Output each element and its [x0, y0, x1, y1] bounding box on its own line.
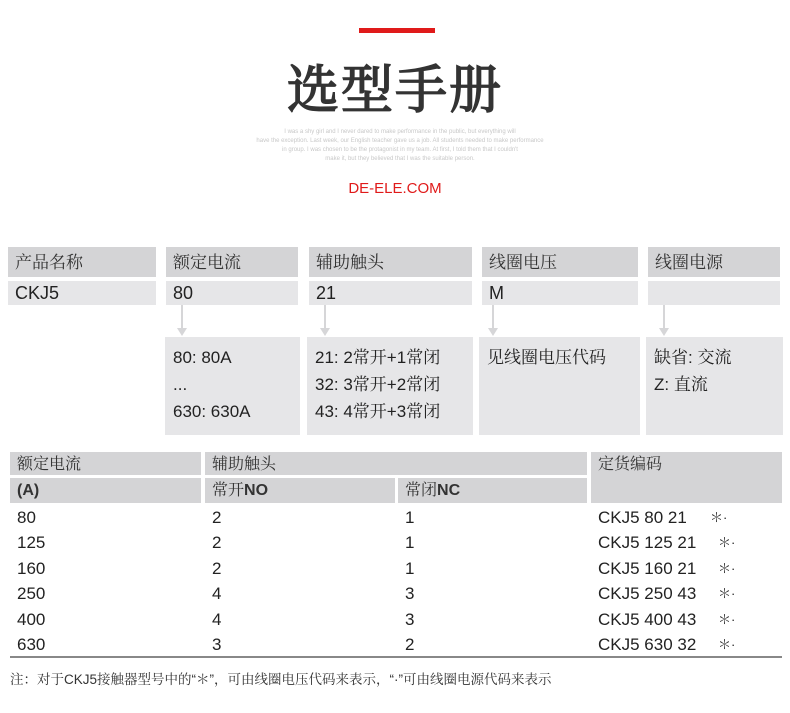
field-value-coil-source [648, 281, 780, 305]
detail-line: 21: 2常开+1常闭 [315, 348, 441, 367]
cell-code-suffix: ＊· [718, 561, 736, 576]
detail-line: Z: 直流 [654, 375, 708, 394]
filler-line: in group. I was chosen to be the protagonist in my team. At first, I told them that I couldn't [282, 147, 518, 153]
th-normally-open [205, 478, 395, 503]
th-rated-current: 额定电流 [10, 452, 201, 475]
table-row [10, 607, 782, 632]
cell-code-suffix: ＊· [710, 510, 728, 525]
cell-code: CKJ5 400 43 [598, 610, 697, 629]
cell-no: 2 [212, 508, 222, 527]
filler-line: I was a shy girl and I never dared to make performance in the public, but everything will [284, 129, 516, 135]
table-row [10, 530, 782, 555]
field-value-product: CKJ5 [8, 281, 156, 305]
cell-current: 630 [17, 635, 46, 654]
detail-box-coil-source [646, 337, 783, 435]
field-label-coil-source: 线圈电源 [648, 247, 780, 277]
cell-nc: 1 [405, 559, 415, 578]
detail-line: 80: 80A [173, 348, 232, 367]
detail-box-aux [307, 337, 473, 435]
field-value-coil-voltage: M [482, 281, 638, 305]
field-label-current: 额定电流 [166, 247, 298, 277]
field-value-current: 80 [166, 281, 298, 305]
accent-bar [359, 28, 435, 33]
cell-nc: 3 [405, 610, 415, 629]
cell-no: 2 [212, 559, 222, 578]
th-order-code: 定货编码 [591, 452, 782, 503]
field-value-aux: 21 [309, 281, 472, 305]
decorative-filler-text [200, 128, 600, 164]
detail-line: 见线圈电压代码 [487, 348, 606, 367]
no-prefix: 常开 [212, 482, 245, 499]
detail-line: 43: 4常开+3常闭 [315, 402, 441, 421]
cell-code-suffix: ＊· [718, 637, 736, 652]
detail-line: ... [173, 375, 188, 394]
cell-no: 2 [212, 533, 222, 552]
cell-current: 400 [17, 610, 46, 629]
arrow-head-icon [177, 328, 187, 336]
filler-line: have the exception. Last week, our English teacher gave us a job. All students needed to make performance [256, 138, 544, 144]
th-rated-current-unit [10, 478, 201, 503]
field-label-product: 产品名称 [8, 247, 156, 277]
filler-line: make it, but they believed that I was the suitable person. [325, 156, 475, 162]
nc-suffix: NC [437, 482, 461, 499]
site-name: DE-ELE.COM [348, 180, 442, 197]
detail-box-current [165, 337, 300, 435]
detail-line: 32: 3常开+2常闭 [315, 375, 441, 394]
cell-code: CKJ5 160 21 [598, 559, 697, 578]
no-suffix: NO [244, 482, 269, 499]
cell-nc: 2 [405, 635, 415, 654]
cell-code: CKJ5 250 43 [598, 584, 697, 603]
th-normally-closed [398, 478, 587, 503]
cell-current: 125 [17, 533, 46, 552]
th-aux-contacts: 辅助触头 [205, 452, 587, 475]
cell-code: CKJ5 80 21 [598, 508, 687, 527]
arrow-head-icon [488, 328, 498, 336]
detail-box-coil-voltage [479, 337, 640, 435]
detail-line: 缺省: 交流 [654, 348, 732, 367]
nc-prefix: 常闭 [405, 482, 438, 499]
arrow-head-icon [320, 328, 330, 336]
cell-current: 250 [17, 584, 46, 603]
unit-label: (A) [17, 482, 40, 499]
detail-line: 630: 630A [173, 402, 251, 421]
cell-no: 3 [212, 635, 222, 654]
table-row [10, 632, 782, 657]
cell-no: 4 [212, 584, 222, 603]
cell-code-suffix: ＊· [718, 586, 736, 601]
cell-no: 4 [212, 610, 222, 629]
cell-code: CKJ5 125 21 [598, 533, 697, 552]
cell-code: CKJ5 630 32 [598, 635, 697, 654]
table-row [10, 556, 782, 581]
cell-nc: 1 [405, 508, 415, 527]
cell-current: 160 [17, 559, 46, 578]
cell-code-suffix: ＊· [718, 535, 736, 550]
cell-code-suffix: ＊· [718, 612, 736, 627]
field-label-aux: 辅助触头 [309, 247, 472, 277]
table-bottom-rule [10, 656, 782, 658]
arrow-head-icon [659, 328, 669, 336]
cell-nc: 1 [405, 533, 415, 552]
cell-current: 80 [17, 508, 36, 527]
page-title: 选型手册 [286, 61, 503, 121]
field-label-coil-voltage: 线圈电压 [482, 247, 638, 277]
table-row [10, 581, 782, 606]
table-row [10, 505, 782, 530]
cell-nc: 3 [405, 584, 415, 603]
footnote: 注：对于CKJ5接触器型号中的“＊”，可由线圈电压代码来表示，“·”可由线圈电源代码来表示 [10, 672, 552, 687]
